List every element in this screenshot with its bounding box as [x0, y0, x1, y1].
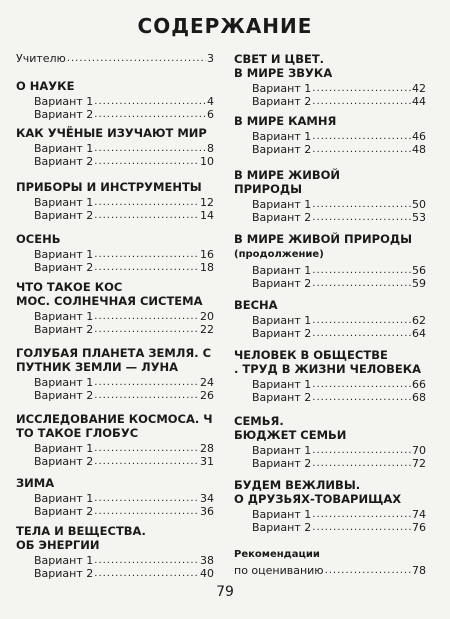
toc-entry-page: 34 [200, 492, 214, 505]
toc-entry-label: Учителю [16, 52, 66, 65]
toc-section-heading: ОСЕНЬ [16, 232, 61, 246]
toc-section [16, 79, 214, 121]
toc-entry[interactable] [234, 378, 426, 391]
toc-leader-dots [94, 95, 206, 108]
toc-entry[interactable] [16, 142, 214, 155]
toc-section-heading: В МИРЕ ЖИВОЙ ПРИРОДЫ [234, 232, 413, 246]
toc-entry[interactable] [234, 211, 426, 224]
toc-entry-label: Вариант 2 [34, 209, 94, 222]
toc-leader-dots [312, 95, 411, 108]
toc-entry-page: 72 [412, 457, 426, 470]
toc-entry-label: Вариант 1 [34, 248, 94, 261]
toc-entry-page: 16 [200, 248, 214, 261]
toc-entry[interactable] [16, 95, 214, 108]
toc-entry[interactable] [16, 567, 214, 580]
toc-leader-dots [312, 327, 411, 340]
toc-section-heading: КАК УЧЁНЫЕ ИЗУЧАЮТ МИР [16, 126, 207, 140]
toc-entry[interactable] [234, 521, 426, 534]
toc-entry-page: 66 [412, 378, 426, 391]
toc-entry-page: 31 [200, 455, 214, 468]
toc-entry[interactable] [16, 52, 214, 65]
toc-section [234, 114, 426, 156]
toc-entry-label: Вариант 2 [34, 323, 94, 336]
toc-entry[interactable] [234, 198, 426, 211]
toc-leader-dots [67, 52, 206, 65]
toc-entry-page: 3 [207, 52, 214, 65]
toc-entry[interactable] [234, 564, 426, 577]
toc-entry-label: Вариант 2 [252, 277, 312, 290]
toc-entry[interactable] [234, 264, 426, 277]
toc-entry[interactable] [234, 314, 426, 327]
toc-leader-dots [94, 209, 199, 222]
toc-leader-dots [94, 261, 199, 274]
toc-entry-page: 18 [200, 261, 214, 274]
page-title: СОДЕРЖАНИЕ [137, 14, 313, 38]
toc-entry[interactable] [234, 508, 426, 521]
toc-entry-label: Вариант 2 [252, 95, 312, 108]
toc-leader-dots [94, 155, 199, 168]
toc-entry[interactable] [234, 277, 426, 290]
toc-leader-dots [94, 389, 199, 402]
toc-leader-dots [94, 492, 199, 505]
toc-entry-page: 14 [200, 209, 214, 222]
toc-entry-page: 12 [200, 196, 214, 209]
toc-section [16, 232, 214, 274]
toc-entry[interactable] [234, 130, 426, 143]
toc-entry-page: 20 [200, 310, 214, 323]
toc-section [234, 168, 426, 224]
toc-leader-dots [94, 567, 199, 580]
toc-entry-page: 70 [412, 444, 426, 457]
toc-section-heading: СВЕТ И ЦВЕТ. В МИРЕ ЗВУКА [234, 52, 333, 80]
toc-entry-label: Вариант 1 [34, 196, 94, 209]
toc-entry-label: Вариант 2 [252, 211, 312, 224]
toc-entry-label: Вариант 2 [252, 521, 312, 534]
toc-section-heading: ЧЕЛОВЕК В ОБЩЕСТВЕ . ТРУД В ЖИЗНИ ЧЕЛОВЕКА [234, 348, 422, 376]
toc-entry-label: Вариант 1 [252, 378, 312, 391]
toc-section [16, 180, 214, 222]
toc-entry-page: 62 [412, 314, 426, 327]
toc-leader-dots [312, 82, 411, 95]
toc-leader-dots [94, 455, 199, 468]
toc-entry-label: Вариант 1 [252, 314, 312, 327]
toc-section-heading: БУДЕМ ВЕЖЛИВЫ. О ДРУЗЬЯХ-ТОВАРИЩАХ [234, 478, 402, 506]
toc-entry[interactable] [234, 391, 426, 404]
toc-leader-dots [94, 142, 206, 155]
toc-entry-label: Вариант 1 [34, 554, 94, 567]
toc-entry-label: Вариант 1 [34, 310, 94, 323]
toc-entry[interactable] [16, 376, 214, 389]
toc-entry-label: по оцениванию [234, 564, 324, 577]
toc-section [16, 524, 214, 580]
toc-entry[interactable] [234, 327, 426, 340]
toc-leader-dots [312, 444, 411, 457]
toc-section [234, 298, 426, 340]
toc-entry-label: Вариант 2 [34, 455, 94, 468]
toc-entry-label: Вариант 1 [34, 492, 94, 505]
toc-section-heading: ПРИБОРЫ И ИНСТРУМЕНТЫ [16, 180, 202, 194]
toc-section-subheading: (продолжение) [234, 249, 324, 260]
toc-section [16, 346, 214, 402]
toc-entry-label: Вариант 1 [252, 198, 312, 211]
toc-entry-page: 44 [412, 95, 426, 108]
toc-leader-dots [94, 376, 199, 389]
toc-entry-label: Вариант 2 [34, 108, 94, 121]
toc-entry[interactable] [16, 442, 214, 455]
toc-entry-page: 42 [412, 82, 426, 95]
toc-entry-label: Вариант 1 [252, 130, 312, 143]
toc-entry[interactable] [16, 389, 214, 402]
toc-entry-page: 8 [207, 142, 214, 155]
toc-section-heading: ТЕЛА И ВЕЩЕСТВА. ОБ ЭНЕРГИИ [16, 524, 146, 552]
toc-entry-page: 22 [200, 323, 214, 336]
toc-entry-page: 36 [200, 505, 214, 518]
toc-entry-page: 56 [412, 264, 426, 277]
toc-leader-dots [312, 211, 411, 224]
toc-section [234, 548, 426, 577]
toc-entry-page: 28 [200, 442, 214, 455]
toc-entry-page: 53 [412, 211, 426, 224]
toc-section-heading: В МИРЕ КАМНЯ [234, 114, 337, 128]
toc-section [16, 476, 214, 518]
toc-entry[interactable] [16, 323, 214, 336]
toc-entry-label: Вариант 1 [252, 444, 312, 457]
toc-section [16, 280, 214, 336]
toc-entry-page: 10 [200, 155, 214, 168]
toc-entry[interactable] [234, 444, 426, 457]
toc-entry[interactable] [16, 261, 214, 274]
toc-entry-page: 46 [412, 130, 426, 143]
toc-entry[interactable] [16, 155, 214, 168]
toc-entry-page: 76 [412, 521, 426, 534]
toc-entry-label: Вариант 1 [252, 82, 312, 95]
toc-entry-page: 6 [207, 108, 214, 121]
toc-entry-label: Вариант 1 [34, 376, 94, 389]
toc-leader-dots [94, 108, 206, 121]
toc-entry-page: 40 [200, 567, 214, 580]
page-number: 79 [216, 584, 234, 600]
toc-section-heading: ЗИМА [16, 476, 55, 490]
toc-leader-dots [312, 198, 411, 211]
toc-section-heading: Рекомендации [234, 549, 320, 560]
toc-leader-dots [312, 391, 411, 404]
toc-entry-label: Вариант 2 [34, 261, 94, 274]
toc-entry-page: 74 [412, 508, 426, 521]
toc-entry-label: Вариант 2 [34, 567, 94, 580]
toc-leader-dots [312, 130, 411, 143]
toc-entry[interactable] [16, 310, 214, 323]
toc-entry[interactable] [16, 455, 214, 468]
toc-entry-label: Вариант 2 [34, 505, 94, 518]
toc-entry-page: 24 [200, 376, 214, 389]
toc-leader-dots [94, 323, 199, 336]
toc-entry[interactable] [16, 248, 214, 261]
toc-entry-page: 48 [412, 143, 426, 156]
toc-entry-label: Вариант 2 [34, 389, 94, 402]
toc-entry[interactable] [234, 143, 426, 156]
toc-entry-label: Вариант 1 [34, 442, 94, 455]
toc-entry-label: Вариант 2 [252, 457, 312, 470]
toc-entry-page: 59 [412, 277, 426, 290]
toc-section-heading: ИССЛЕДОВАНИЕ КОСМОСА. Ч ТО ТАКОЕ ГЛОБУС [16, 412, 213, 440]
toc-entry[interactable] [16, 554, 214, 567]
toc-leader-dots [94, 505, 199, 518]
toc-leader-dots [312, 264, 411, 277]
toc-entry[interactable] [234, 457, 426, 470]
toc-section [234, 348, 426, 404]
toc-leader-dots [312, 521, 411, 534]
toc-entry-label: Вариант 1 [34, 142, 94, 155]
toc-section [234, 52, 426, 108]
toc-entry-label: Вариант 1 [252, 264, 312, 277]
toc-entry[interactable] [16, 196, 214, 209]
toc-leader-dots [312, 143, 411, 156]
toc-section-heading: О НАУКЕ [16, 79, 75, 93]
toc-leader-dots [94, 196, 199, 209]
toc-entry-label: Вариант 2 [34, 155, 94, 168]
toc-entry[interactable] [16, 505, 214, 518]
toc-entry-label: Вариант 2 [252, 391, 312, 404]
toc-entry-page: 50 [412, 198, 426, 211]
toc-section-heading: ЧТО ТАКОЕ КОС МОС. СОЛНЕЧНАЯ СИСТЕМА [16, 280, 203, 308]
toc-entry[interactable] [16, 209, 214, 222]
toc-leader-dots [312, 378, 411, 391]
toc-leader-dots [312, 457, 411, 470]
toc-section-heading: ГОЛУБАЯ ПЛАНЕТА ЗЕМЛЯ. С ПУТНИК ЗЕМЛИ — ЛУНА [16, 346, 212, 374]
toc-entry-page: 38 [200, 554, 214, 567]
toc-entry-page: 4 [207, 95, 214, 108]
toc-leader-dots [94, 554, 199, 567]
toc-section-heading: ВЕСНА [234, 298, 278, 312]
toc-section [234, 232, 426, 290]
toc-leader-dots [312, 314, 411, 327]
toc-leader-dots [312, 508, 411, 521]
toc-entry[interactable] [16, 108, 214, 121]
toc-section-heading: СЕМЬЯ. БЮДЖЕТ СЕМЬИ [234, 414, 347, 442]
toc-leader-dots [312, 277, 411, 290]
toc-entry-page: 68 [412, 391, 426, 404]
toc-leader-dots [325, 564, 411, 577]
toc-entry-label: Вариант 1 [252, 508, 312, 521]
toc-section-heading: В МИРЕ ЖИВОЙ ПРИРОДЫ [234, 168, 340, 196]
toc-entry-label: Вариант 1 [34, 95, 94, 108]
toc-section [16, 126, 214, 168]
toc-entry-page: 26 [200, 389, 214, 402]
toc-section [16, 412, 214, 468]
toc-entry[interactable] [16, 492, 214, 505]
toc-section [16, 52, 214, 65]
toc-entry[interactable] [234, 82, 426, 95]
toc-leader-dots [94, 442, 199, 455]
toc-entry-label: Вариант 2 [252, 143, 312, 156]
toc-entry[interactable] [234, 95, 426, 108]
toc-section [234, 414, 426, 470]
toc-leader-dots [94, 310, 199, 323]
toc-entry-page: 78 [412, 564, 426, 577]
toc-entry-page: 64 [412, 327, 426, 340]
toc-leader-dots [94, 248, 199, 261]
toc-entry-label: Вариант 2 [252, 327, 312, 340]
toc-section [234, 478, 426, 534]
